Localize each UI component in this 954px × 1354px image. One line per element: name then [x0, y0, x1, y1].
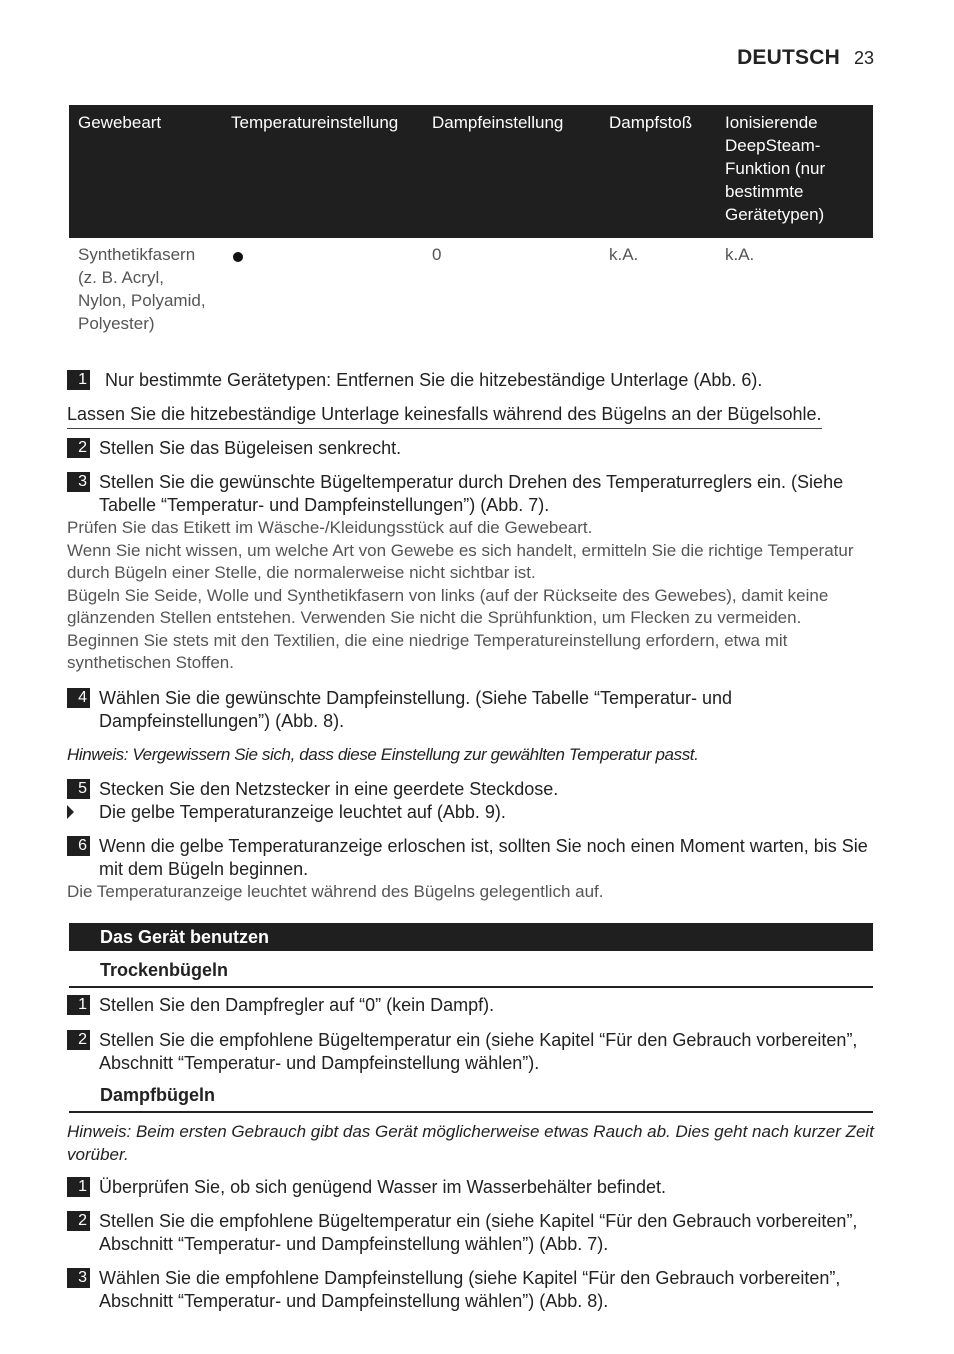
step-number: 6 — [67, 836, 90, 856]
step-item — [67, 835, 874, 881]
step-text: Wählen Sie die empfohlene Dampfeinstellung (siehe Kapitel “Für den Gebrauch vorbereiten”, Abschnitt “Temperatur- und Dampfeinstellung wählen”) (Abb. 8). — [99, 1268, 841, 1311]
step-number: 1 — [67, 1177, 90, 1197]
step-text: Wenn die gelbe Temperaturanzeige erloschen ist, sollten Sie noch einen Moment warten, bis Sie mit dem Bügeln beginnen. — [99, 836, 868, 879]
arrow-icon — [67, 805, 74, 819]
step-item — [67, 437, 874, 460]
warning-text: Lassen Sie die hitzebeständige Unterlage keinesfalls während des Bügelns an der Bügelsohle. — [67, 403, 822, 429]
step-item — [67, 778, 874, 801]
temperature-cell — [222, 238, 423, 335]
step-text: Stellen Sie die gewünschte Bügeltemperatur durch Drehen des Temperaturreglers ein. (Siehe Tabelle “Temperatur- und Dampfeinstellungen”) (Abb. 7). — [99, 472, 844, 515]
subsection-title: Trockenbügeln — [69, 958, 873, 988]
step-number: 2 — [67, 1211, 90, 1231]
column-header: Gewebeart — [69, 105, 222, 238]
step-item — [67, 369, 874, 392]
page-number: 23 — [853, 48, 874, 68]
step-text: Wählen Sie die gewünschte Dampfeinstellung. (Siehe Tabelle “Temperatur- und Dampfeinstellungen”) (Abb. 8). — [99, 688, 733, 731]
step-item — [67, 994, 874, 1017]
step-number: 1 — [67, 370, 90, 390]
settings-table — [69, 105, 873, 335]
result-item — [67, 801, 874, 824]
step-number: 1 — [67, 995, 90, 1015]
hint-text: Hinweis: Beim ersten Gebrauch gibt das Gerät möglicherweise etwas Rauch ab. Dies geht nach kurzer Zeit vorüber. — [67, 1122, 874, 1164]
language-label: DEUTSCH — [737, 46, 840, 69]
column-header: Dampfeinstellung — [423, 105, 600, 238]
deepsteam-cell: k.A. — [725, 245, 755, 264]
hint-text: Hinweis: Vergewissern Sie sich, dass diese Einstellung zur gewählten Temperatur passt. — [67, 745, 699, 764]
step-text: Nur bestimmte Gerätetypen: Entfernen Sie die hitzebeständige Unterlage (Abb. 6). — [105, 370, 763, 390]
temperature-dot-icon — [233, 252, 243, 262]
info-text: Die Temperaturanzeige leuchtet während des Bügelns gelegentlich auf. — [67, 882, 604, 901]
step-number: 2 — [67, 1030, 90, 1050]
page-header — [737, 46, 874, 70]
step-text: Stellen Sie die empfohlene Bügeltemperatur ein (siehe Kapitel “Für den Gebrauch vorbereiten”, Abschnitt “Temperatur- und Dampfeinstellung wählen”). — [99, 1030, 858, 1073]
step-item — [67, 1029, 874, 1075]
table-header-row — [69, 105, 873, 238]
step-number: 5 — [67, 779, 90, 799]
shot-cell: k.A. — [609, 245, 639, 264]
step-text: Stecken Sie den Netzstecker in eine geerdete Steckdose. — [99, 779, 559, 799]
column-header: Ionisierende DeepSteam-Funktion (nur bestimmte Gerätetypen) — [716, 105, 873, 238]
step-number: 2 — [67, 438, 90, 458]
column-header: Dampfstoß — [600, 105, 716, 238]
subsection-title: Dampfbügeln — [69, 1083, 873, 1113]
steam-cell: 0 — [432, 245, 442, 264]
step-text: Stellen Sie das Bügeleisen senkrecht. — [99, 438, 402, 458]
step-item — [67, 471, 874, 517]
table-row — [69, 238, 873, 335]
step-text: Überprüfen Sie, ob sich genügend Wasser im Wasserbehälter befindet. — [99, 1177, 666, 1197]
column-header: Temperatureinstellung — [222, 105, 423, 238]
step-item — [67, 1267, 874, 1313]
result-text: Die gelbe Temperaturanzeige leuchtet auf (Abb. 9). — [99, 802, 506, 822]
info-text: Prüfen Sie das Etikett im Wäsche-/Kleidungsstück auf die Gewebeart. Wenn Sie nicht wissen, um welche Art von Gewebe es sich handelt, ermitteln Sie die richtige Temperatur durch Bügeln einer Stelle, die normalerweise nicht sichtbar ist. Bügeln Sie Seide, Wolle und Synthetikfasern von links (auf der Rückseite des Gewebes), damit keine glänzenden Stellen entstehen. Verwenden Sie nicht die Sprühfunktion, um Flecken zu vermeiden. Beginnen Sie stets mit den Textilien, die eine niedrige Temperatureinstellung erfordern, etwa mit synthetischen Stoffen. — [67, 518, 854, 672]
step-number: 4 — [67, 688, 90, 708]
step-text: Stellen Sie die empfohlene Bügeltemperatur ein (siehe Kapitel “Für den Gebrauch vorbereiten”, Abschnitt “Temperatur- und Dampfeinstellung wählen”) (Abb. 7). — [99, 1211, 858, 1254]
step-text: Stellen Sie den Dampfregler auf “0” (kein Dampf). — [99, 995, 495, 1015]
step-number: 3 — [67, 472, 90, 492]
section-title: Das Gerät benutzen — [69, 923, 873, 951]
fabric-cell: Synthetikfasern (z. B. Acryl, Nylon, Polyamid, Polyester) — [78, 245, 206, 333]
step-item — [67, 1210, 874, 1256]
step-number: 3 — [67, 1268, 90, 1288]
step-item — [67, 687, 874, 733]
step-item — [67, 1176, 874, 1199]
